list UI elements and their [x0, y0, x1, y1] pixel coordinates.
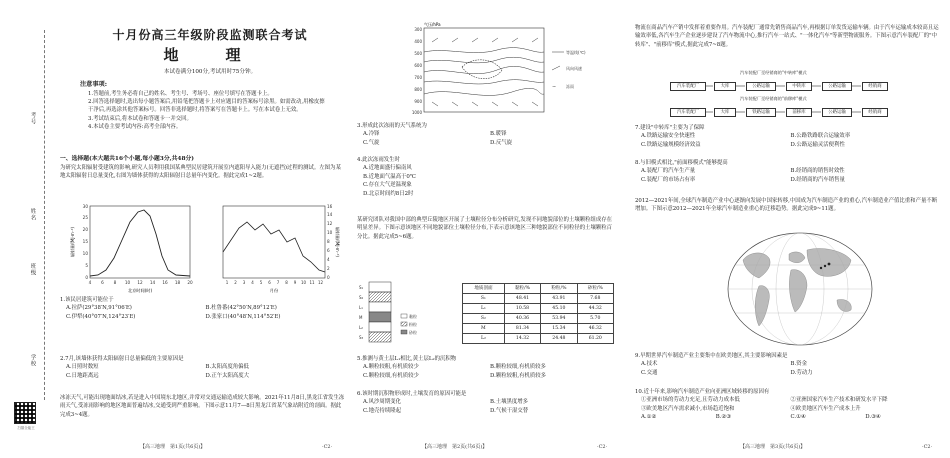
- sidebar-label-name: 姓名: [29, 208, 36, 221]
- table-header-row: 地质剖面 黏粒/% 粉粒/% 砂粒/%: [463, 284, 614, 294]
- q10-choice-b: B.②③: [715, 414, 732, 421]
- right-xlabel: 月份: [269, 288, 279, 293]
- q4-option-a: A.近地面盛行偏南风: [363, 165, 412, 172]
- score-line: 本试卷满分100分,考试用时75分钟。: [163, 69, 257, 75]
- q2-option-a: A.日照时数短: [66, 364, 99, 371]
- q4-option-d: D.北京时间约8日2时: [363, 190, 414, 197]
- footer-page-3: 【高三地理 第3页(共6页)】: [740, 444, 806, 451]
- q10-item-4: ④欧美地区汽车生产成本上升: [790, 405, 861, 412]
- svg-text:10: 10: [82, 251, 88, 256]
- soil-data-table: [462, 283, 614, 344]
- svg-text:等温线(℃): 等温线(℃): [566, 50, 586, 55]
- svg-text:5: 5: [85, 263, 88, 268]
- q10-item-2: ②亚洲国家汽车生产技术和研发水平下降: [790, 397, 888, 404]
- q5-option-b: B.颗粒较细,有机质较多: [490, 364, 546, 371]
- svg-text:2: 2: [234, 280, 237, 285]
- svg-text:11: 11: [309, 280, 315, 285]
- page-1: [60, 0, 345, 458]
- q2-option-b: B.太阳高度角偏低: [205, 364, 249, 371]
- q5-stem: 5.推测与黄土层L₁相比,黄土层L₂的沉积物: [357, 356, 457, 362]
- footer-code: ·C2·: [597, 444, 608, 451]
- svg-text:14: 14: [327, 212, 333, 217]
- footer-code: ·C2·: [922, 444, 933, 451]
- q9-option-c: C.交通: [641, 369, 658, 376]
- q4-stem: 4.此次冻雨发生时: [357, 157, 400, 163]
- question-7: [635, 124, 940, 149]
- flow-box: 汽车装配厂: [670, 108, 706, 117]
- question-4: [357, 156, 617, 198]
- svg-text:6: 6: [327, 248, 330, 253]
- subject-title: 地 理: [163, 46, 257, 64]
- qr-caption: 扫描全能王: [17, 426, 35, 430]
- flow-box: 经销商: [862, 108, 888, 117]
- flow-arrows: [670, 70, 910, 120]
- section-heading: 一、选择题(本大题共16个小题,每小题3分,共48分): [60, 156, 195, 162]
- q6-option-d: D.气候干湿交替: [490, 407, 529, 414]
- svg-text:700: 700: [414, 75, 422, 80]
- passage-world-auto: 2012—2021年间,全球汽车制造产业中心逐渐向发展中国家转移,中国成为汽车制造产业的重心,汽车制造业产值比重和产量不断增加。下图示意2012—2021年全球汽车制造业重心的迁移趋势。据此完成9~11题。: [635, 198, 938, 213]
- svg-text:500: 500: [414, 51, 422, 56]
- left-xlabel: 北京时间(时): [127, 288, 153, 293]
- svg-text:10: 10: [327, 230, 333, 235]
- q7-stem: 7.建设"中转库"主要为了保障: [635, 125, 705, 131]
- q9-option-a: A.技术: [641, 361, 658, 368]
- freezing-rain-cross-section: [402, 22, 617, 120]
- passage-freezing-rain: 冰冻天气,可能出现地面结冰,若是进入中国境东北地区,并常对交通运输造成较大影响。2021年11月8日,黑龙江省发生冻雨天气,受冻雨影响的地区地面普遍结冰,交通受到严重影响。下图示意11月7—8日黑龙江省某气象站附近的剖面。据此完成3~4题。: [60, 395, 345, 418]
- flow-box: 经销商: [862, 82, 888, 91]
- q3-option-a: A.冷锋: [363, 131, 380, 138]
- flow-box: 公路运输: [822, 82, 852, 91]
- question-8: [635, 159, 940, 184]
- q7-option-d: D.公路运输灵活便利性: [790, 141, 845, 148]
- svg-text:900: 900: [414, 99, 422, 104]
- q8-option-d: D.经销商的汽车销售量: [790, 176, 845, 183]
- sidebar-label-exam-number: 考号: [29, 112, 36, 125]
- svg-text:4: 4: [327, 257, 330, 262]
- svg-text:粉粒: 粉粒: [409, 322, 417, 327]
- radiation-annual-chart: [205, 200, 340, 295]
- flow-title-2: 汽车装配厂至经销商的"前移库"模式: [740, 96, 807, 101]
- table-row: M 81.34 15.34 46.32: [463, 324, 614, 334]
- svg-text:L₂: L₂: [359, 325, 363, 330]
- page-2: [352, 0, 620, 458]
- svg-text:20: 20: [82, 227, 88, 232]
- left-x-ticks: [89, 280, 193, 285]
- footer-page-1: 【高三地理 第1页(共6页)】: [140, 444, 206, 451]
- right-x-ticks: [226, 280, 324, 285]
- footer-page-2: 【高三地理 第2页(共6页)】: [422, 444, 488, 451]
- svg-text:800: 800: [414, 87, 422, 92]
- question-2: [60, 355, 345, 380]
- q10-choice-c: C.①④: [790, 414, 806, 421]
- q6-stem: 6.该时期沉积物形成时,土壤发育的原因可能是: [357, 391, 467, 397]
- flow-box: 大库: [714, 82, 736, 91]
- q2-option-d: D.正午太阳高度大: [205, 372, 250, 379]
- svg-text:300: 300: [414, 27, 422, 32]
- svg-text:9: 9: [293, 280, 297, 285]
- question-3: [357, 122, 617, 147]
- svg-text:6: 6: [268, 280, 271, 285]
- svg-text:16: 16: [327, 204, 333, 209]
- q5-option-d: D.颗粒较粗,有机质较多: [490, 372, 547, 379]
- q7-option-a: A.铁路运输安全快速性: [641, 133, 696, 140]
- q2-stem: 2.7月,该墙体获得太阳辐射日总量偏低的主要原因是: [60, 356, 184, 362]
- table-row: S₁ 48.41 43.91 7.68: [463, 294, 614, 304]
- svg-text:黏粒: 黏粒: [409, 314, 417, 319]
- svg-text:8: 8: [285, 280, 288, 285]
- svg-text:12: 12: [317, 280, 324, 285]
- svg-text:15: 15: [82, 239, 88, 244]
- svg-text:8: 8: [327, 239, 330, 244]
- section-1: [60, 155, 345, 181]
- svg-text:S₂: S₂: [359, 295, 364, 300]
- flow-box: 汽车装配厂: [670, 82, 706, 91]
- q3-stem: 3.形成此次冻雨的天气系统为: [357, 123, 427, 129]
- svg-text:∽: ∽: [552, 84, 557, 90]
- flow-box: 铁路运输: [746, 108, 776, 117]
- svg-text:风向风速: 风向风速: [566, 66, 582, 71]
- q9-option-b: B.资金: [790, 361, 807, 368]
- q6-option-c: C.地壳持续隆起: [363, 407, 401, 414]
- svg-text:10: 10: [124, 280, 131, 285]
- left-y-ticks: [83, 204, 89, 280]
- svg-text:14: 14: [149, 280, 156, 285]
- q7-option-c: C.铁路运输规模经济效益: [641, 141, 701, 148]
- notice-block: [80, 80, 330, 131]
- sidebar-label-school: 学校: [29, 354, 36, 367]
- notice-item: 1.答题前,考生务必将自己的姓名、考生号、考场号、座位号填写在答题卡上。: [88, 90, 273, 97]
- svg-text:16: 16: [162, 280, 168, 285]
- q9-option-d: D.劳动力: [790, 369, 813, 376]
- svg-text:L₁: L₁: [359, 305, 363, 310]
- svg-text:7: 7: [276, 280, 280, 285]
- q1-option-b: B.杜鲁番(42°50′N,89°12′E): [205, 305, 277, 312]
- q4-option-b: B.近地面气温高于0℃: [363, 173, 416, 180]
- q10-choice-d: D.③④: [865, 414, 881, 421]
- svg-text:0: 0: [85, 275, 88, 280]
- daily-radiation-line: [90, 210, 190, 276]
- annual-radiation-line: [223, 222, 325, 272]
- question-6: [357, 390, 617, 415]
- fog-legend: [552, 49, 586, 90]
- svg-text:400: 400: [414, 39, 422, 44]
- q7-option-b: B.公路铁路联合运输效率: [790, 133, 851, 140]
- q10-item-1: ①亚洲市场的劳动力充足,且劳动力成本低: [641, 397, 740, 404]
- right-ylabel: 辐射量/(MJ·m⁻²): [335, 227, 340, 257]
- flow-title-1: 汽车装配厂至经销商的"中转库"模式: [740, 70, 807, 75]
- flow-box: 中转库: [786, 82, 812, 91]
- svg-text:4: 4: [88, 280, 92, 285]
- q5-option-c: C.颗粒较细,有机质较少: [363, 372, 419, 379]
- svg-text:18: 18: [174, 280, 181, 285]
- radiation-daily-chart: [68, 200, 198, 295]
- world-map: [725, 230, 875, 348]
- svg-text:6: 6: [101, 280, 104, 285]
- q1-option-d: D.张家口(40°48′N,114°52′E): [205, 313, 281, 320]
- table-row: L₁ 10.58 45.10 44.32: [463, 304, 614, 314]
- passage-soil: 某研究团队对我国中部的典型丘陵地区开展了土壤粒径分布分析研究,发现不同地貌部位的土壤颗粒组成存在明显差异。下图示意该地区不同地貌部位土壤粒径分布,下表示意该地区三种地貌部位不同粒径的土壤颗粒百分比。据此完成5~6题。: [357, 217, 613, 240]
- pressure-ylabel: 气压/hPa: [424, 22, 441, 27]
- q1-stem: 1.该民居建筑可能位于: [60, 297, 114, 303]
- q1-option-a: A.拉萨(29°38′N,91°06′E): [66, 305, 132, 312]
- notice-item: 2.回答选择题时,选出每小题答案后,用铅笔把答题卡上对应题目的答案标号涂黑。如需改动,用橡皮擦干净后,再选涂其他答案标号。回答非选择题时,将答案写在答题卡上。写在本试卷上无效。: [88, 98, 325, 114]
- q3-option-c: C.气旋: [363, 139, 380, 146]
- question-1: [60, 296, 345, 321]
- q3-option-d: D.反气旋: [490, 139, 513, 146]
- svg-text:20: 20: [187, 280, 193, 285]
- footer-code: ·C2·: [322, 444, 333, 451]
- question-5: [357, 355, 617, 380]
- q8-stem: 8.与旧模式相比,"前面移模式"能够提高: [635, 160, 728, 166]
- q3-option-b: B.暖锋: [490, 131, 507, 138]
- qr-code-icon: [14, 402, 36, 424]
- q6-option-b: B.土壤黑度增多: [490, 399, 529, 406]
- svg-text:砂粒: 砂粒: [409, 330, 417, 335]
- svg-text:1: 1: [225, 280, 229, 285]
- q10-choice-a: A.①②: [641, 414, 657, 421]
- svg-text:12: 12: [137, 280, 143, 285]
- question-10: [635, 388, 940, 422]
- section-intro: 为研究太阳辐射受建筑的影响,研究人员利用我国某典型民居建筑开展室内遮阳导入能力(无遮挡)过程的测试。左图为某地太阳辐射日总量变化,右图为墙体获得的太阳辐射日总量年内变化。据此完成1~2题。: [60, 164, 341, 180]
- flow-box: 前移库: [786, 108, 812, 117]
- notice-item: 4.本试卷主要考试内容:高考全部内容。: [88, 124, 182, 131]
- logistics-flow-diagram: [670, 70, 910, 120]
- svg-text:1000: 1000: [411, 110, 422, 115]
- q9-stem: 9.早期世界汽车制造产业主要集中在欧美地区,其主要影响因素是: [635, 353, 788, 359]
- svg-text:3: 3: [242, 280, 246, 285]
- q10-stem: 10.近十年来,影响汽车制造产业向亚洲区域转移的原因有: [635, 389, 770, 395]
- table-row: S₂ 40.36 53.94 5.70: [463, 314, 614, 324]
- svg-text:S₃: S₃: [359, 335, 364, 340]
- q1-option-c: C.伊犁(40°07′N,124°23′E): [66, 313, 136, 320]
- q8-option-c: C.装配厂的市场占有率: [641, 176, 696, 183]
- cut-line: [44, 30, 45, 400]
- exam-title: 十月份高三年级阶段监测联合考试: [112, 28, 308, 42]
- pressure-ticks: [412, 27, 423, 115]
- right-y-ticks: [327, 204, 333, 280]
- sidebar-label-class: 班级: [29, 263, 36, 276]
- flow-box: 公路运输: [746, 82, 776, 91]
- passage-auto-logistics: 物流在商品汽车产销中发挥着重要作用。汽车装配厂通常先销售商品汽车,再根据订单发货运输车辆。由于汽车运输成本较高且运输效率低,各汽车生产企业逐步建设了汽车物流中心,推行汽车一站式、"一体化汽车"等新型物流服务。下图示意汽车装配厂的"中转库"、"前移库"模式,据此完成7~8题。: [635, 25, 939, 48]
- svg-text:冻雨: 冻雨: [566, 84, 574, 89]
- svg-text:0: 0: [327, 275, 330, 280]
- question-9: [635, 352, 940, 377]
- svg-text:4: 4: [251, 280, 254, 285]
- svg-text:2: 2: [327, 266, 330, 271]
- q8-option-b: B.经销商的销售时效性: [790, 168, 845, 175]
- page-3: [630, 0, 945, 458]
- svg-text:12: 12: [327, 221, 333, 226]
- q8-option-a: A.装配厂的汽车生产量: [641, 168, 696, 175]
- left-ylabel: 辐射量/(MJ·m⁻²): [70, 227, 75, 257]
- svg-text:10: 10: [300, 280, 307, 285]
- soil-legend: [401, 313, 417, 335]
- q10-item-3: ③欧美地区汽车需求减小,市场趋近饱和: [641, 405, 735, 412]
- table-row: L₂ 14.32 24.48 61.20: [463, 334, 614, 344]
- q2-option-c: C.日地距离远: [66, 372, 99, 379]
- q6-option-a: A.风沙周期变化: [363, 399, 401, 406]
- svg-text:25: 25: [82, 215, 88, 220]
- flow-box: 公路运输: [822, 108, 852, 117]
- svg-text:S₁: S₁: [359, 285, 364, 290]
- binding-sidebar: [0, 0, 55, 458]
- notice-title: 注意事项:: [80, 81, 108, 88]
- q5-option-a: A.颗粒较粗,有机质较少: [363, 364, 419, 371]
- svg-text:M: M: [359, 315, 363, 320]
- svg-text:5: 5: [259, 280, 263, 285]
- flow-box: 大库: [714, 108, 736, 117]
- q4-option-c: C.存在大气逆温现象: [363, 182, 412, 189]
- notice-item: 3.考试结束后,将本试卷和答题卡一并交回。: [88, 115, 192, 122]
- soil-profile-chart: [357, 278, 452, 353]
- svg-text:8: 8: [113, 280, 117, 285]
- svg-text:600: 600: [414, 63, 422, 68]
- svg-text:30: 30: [82, 204, 88, 209]
